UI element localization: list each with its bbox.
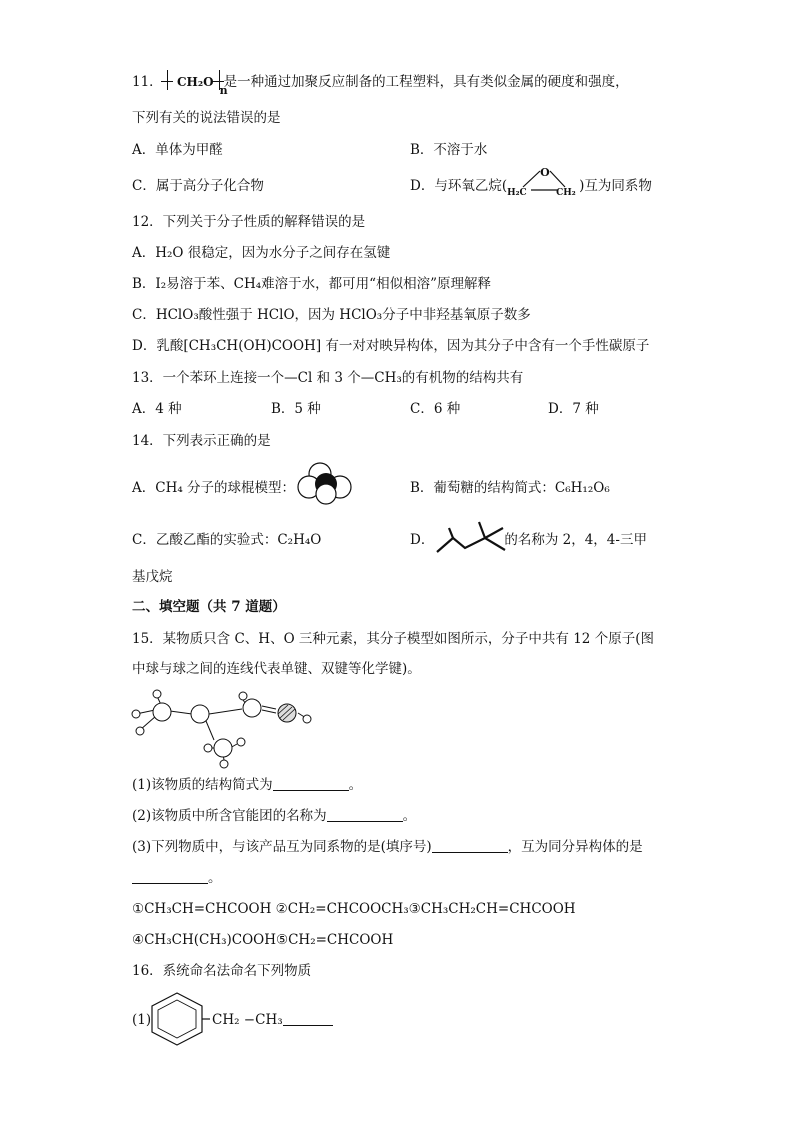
q15-sub1-text: (1)该物质的结构简式为 xyxy=(132,777,273,793)
q16-sub1-label: (1) xyxy=(132,1012,152,1028)
q11-stem-line1 xyxy=(132,73,629,97)
q15-answer-blank-4[interactable] xyxy=(132,871,208,884)
q11-subscript-n: n xyxy=(219,84,228,97)
q12-option-a: A．H₂O 很稳定，因为水分子之间存在氢键 xyxy=(132,245,391,261)
q11-option-d xyxy=(410,166,652,198)
epoxide-right-carbon: CH₂ xyxy=(556,188,576,198)
q11-stem-line2: 下列有关的说法错误的是 xyxy=(132,110,281,126)
q11-stem-rest: 是一种通过加聚反应制备的工程塑料，具有类似金属的硬度和强度， xyxy=(223,74,629,90)
q15-stem-line1: 15．某物质只含 C、H、O 三种元素，其分子模型如图所示，分子中共有 12 个原子(图 xyxy=(132,631,654,647)
q15-sub1-end: 。 xyxy=(348,777,363,793)
q15-sub3-text: (3)下列物质中，与该产品互为同系物的是(填序号) xyxy=(132,839,432,855)
q14-stem: 14．下列表示正确的是 xyxy=(132,433,271,449)
q14-option-d-post: 的名称为 2，4，4-三甲 xyxy=(504,532,647,548)
q11-option-a: A．单体为甲醛 xyxy=(132,142,223,158)
q15-sub2-text: (2)该物质中所含官能团的名称为 xyxy=(132,808,327,824)
q11-number: 11． xyxy=(132,74,163,90)
q16-answer-blank-1[interactable] xyxy=(283,1013,333,1026)
ch4-ball-stick-model-icon xyxy=(297,460,355,504)
q11-option-b: B．不溶于水 xyxy=(410,142,488,158)
q14-option-a: A．CH₄ 分子的球棍模型： xyxy=(132,480,296,496)
epoxide-left-carbon: H₂C xyxy=(507,188,527,198)
q15-sub2 xyxy=(132,807,416,825)
q15-answer-blank-2[interactable] xyxy=(327,809,403,822)
q13-option-c: C．6 种 xyxy=(410,401,461,417)
q13-option-a: A．4 种 xyxy=(132,401,182,417)
q15-sub1 xyxy=(132,776,362,794)
epoxide-structure xyxy=(507,166,579,198)
q14-option-d-pre: D． xyxy=(410,532,435,548)
q14-option-d-line2: 基戊烷 xyxy=(132,569,173,585)
q15-sub2-end: 。 xyxy=(402,808,417,824)
q11-option-c: C．属于高分子化合物 xyxy=(132,178,264,194)
q15-sub3-mid: ，互为同分异构体的是 xyxy=(507,839,643,855)
q12-option-d: D．乳酸[CH₃CH(OH)COOH] 有一对对映异构体，因为其分子中含有一个手性碳原子 xyxy=(132,338,650,354)
q15-sub3-end: 。 xyxy=(208,870,222,886)
q12-option-c: C．HClO₃酸性强于 HClO，因为 HClO₃分子中非羟基氧原子数多 xyxy=(132,307,531,323)
skeletal-formula-icon xyxy=(435,520,511,556)
epoxide-oxygen: O xyxy=(540,166,550,179)
q15-answer-blank-1[interactable] xyxy=(273,778,349,791)
q11-repeat-unit: CH₂O xyxy=(176,75,214,89)
q11-option-d-post: )互为同系物 xyxy=(579,178,652,194)
q15-answer-blank-3[interactable] xyxy=(432,840,508,853)
q11-option-d-pre: D．与环氧乙烷( xyxy=(410,178,508,194)
q11-polymer-formula xyxy=(167,73,228,97)
q11-left-bond xyxy=(161,81,173,82)
q15-options-line2: ④CH₃CH(CH₃)COOH⑤CH₂=CHCOOH xyxy=(132,932,394,948)
q14-option-b: B．葡萄糖的结构简式：C₆H₁₂O₆ xyxy=(410,480,610,496)
molecule-model-icon xyxy=(130,688,320,776)
q13-option-b: B．5 种 xyxy=(271,401,321,417)
q12-option-b: B．I₂易溶于苯、CH₄难溶于水，都可用“相似相溶”原理解释 xyxy=(132,276,491,292)
q15-options-line1: ①CH₃CH=CHCOOH ②CH₂=CHCOOCH₃③CH₃CH₂CH=CHCOOH xyxy=(132,901,576,917)
q14-option-c: C．乙酸乙酯的实验式：C₂H₄O xyxy=(132,532,322,548)
benzene-ring-icon xyxy=(148,991,210,1047)
q15-sub3-line2 xyxy=(132,869,222,887)
q13-option-d: D．7 种 xyxy=(548,401,599,417)
q16-stem: 16．系统命名法命名下列物质 xyxy=(132,963,312,979)
q12-stem: 12．下列关于分子性质的解释错误的是 xyxy=(132,214,366,230)
q16-ethyl-group: CH₂ −CH₃ xyxy=(212,1012,283,1028)
q16-sub1-chain xyxy=(212,1011,333,1029)
q11-left-bracket xyxy=(167,70,172,90)
q15-sub3 xyxy=(132,838,643,856)
q13-stem: 13．一个苯环上连接一个—Cl 和 3 个—CH₃的有机物的结构共有 xyxy=(132,370,524,386)
q15-stem-line2: 中球与球之间的连线代表单键、双键等化学键)。 xyxy=(132,661,421,677)
section-title: 二、填空题（共 7 道题） xyxy=(132,599,286,615)
